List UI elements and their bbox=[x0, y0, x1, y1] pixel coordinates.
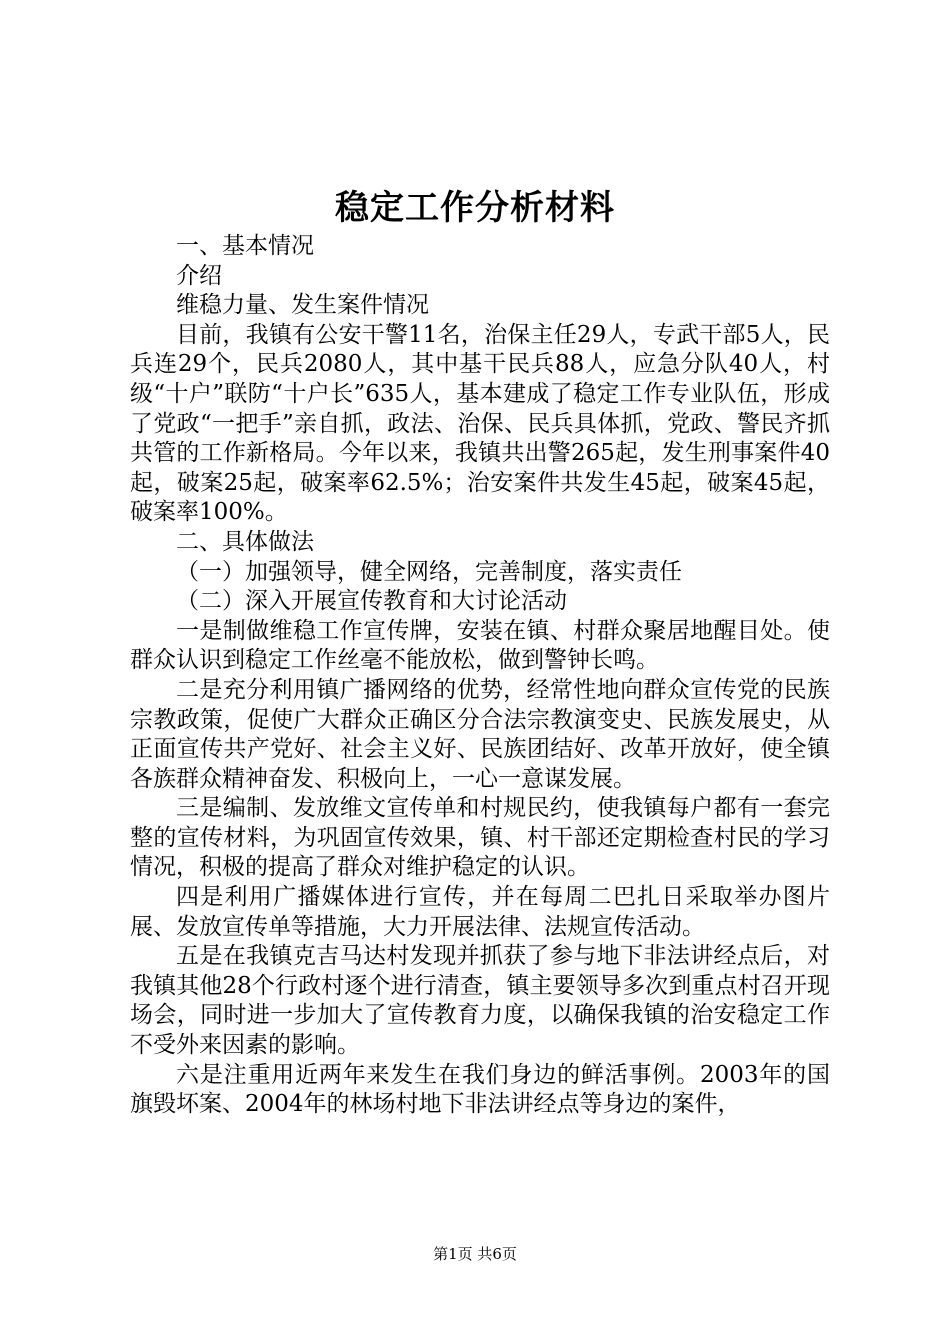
section-heading-practices: 二、具体做法 bbox=[176, 528, 314, 555]
document-title: 稳定工作分析材料 bbox=[335, 188, 615, 228]
subheading-intro: 介绍 bbox=[176, 262, 222, 289]
paragraph-item-3: 三是编制、发放维文宣传单和村规民约，使我镇每户都有一套完整的宣传材料，为巩固宣传效果，镇、村干部还定期检查村民的学习情况，积极的提高了群众对维护稳定的认识。 bbox=[130, 795, 830, 881]
section-heading-basic: 一、基本情况 bbox=[176, 233, 314, 259]
paragraph-current-status: 目前，我镇有公安干警11名，治保主任29人，专武干部5人，民兵连29个，民兵2080人，其中基干民兵88人，应急分队40人，村级“十户”联防“十户长”635人，基本建成了稳定工作专业队伍，形成了党政“一把手”亲自抓，政法、治保、民兵具体抓，党政、警民齐抓共管的工作新格局。今年以来，我镇共出警265起，发生刑事案件40起，破案25起，破案率62.5%；治安案件共发生45起，破案45起，破案率100%。 bbox=[130, 321, 830, 526]
paragraph-item-6: 六是注重用近两年来发生在我们身边的鲜活事例。2003年的国旗毁坏案、2004年的林场村地下非法讲经点等身边的案件， bbox=[130, 1061, 830, 1118]
subheading-leadership: （一）加强领导，健全网络，完善制度，落实责任 bbox=[176, 558, 682, 585]
subheading-education: （二）深入开展宣传教育和大讨论活动 bbox=[176, 588, 567, 615]
document-body bbox=[130, 232, 830, 1120]
subheading-forces: 维稳力量、发生案件情况 bbox=[176, 292, 429, 319]
paragraph-item-5: 五是在我镇克吉马达村发现并抓获了参与地下非法讲经点后，对我镇其他28个行政村逐个进行清查，镇主要领导多次到重点村召开现场会，同时进一步加大了宣传教育力度，以确保我镇的治安稳定工作不受外来因素的影响。 bbox=[130, 943, 830, 1059]
paragraph-item-4: 四是利用广播媒体进行宣传，并在每周二巴扎日采取举办图片展、发放宣传单等措施，大力开展法律、法规宣传活动。 bbox=[130, 884, 830, 940]
paragraph-item-2: 二是充分利用镇广播网络的优势，经常性地向群众宣传党的民族宗教政策，促使广大群众正确区分合法宗教演变史、民族发展史，从正面宣传共产党好、社会主义好、民族团结好、改革开放好，使全镇各族群众精神奋发、积极向上，一心一意谋发展。 bbox=[130, 676, 830, 792]
paragraph-item-1: 一是制做维稳工作宣传牌，安装在镇、村群众聚居地醒目处。使群众认识到稳定工作丝毫不能放松，做到警钟长鸣。 bbox=[130, 617, 830, 674]
page-number-footer: 第1页 共6页 bbox=[433, 1245, 517, 1263]
